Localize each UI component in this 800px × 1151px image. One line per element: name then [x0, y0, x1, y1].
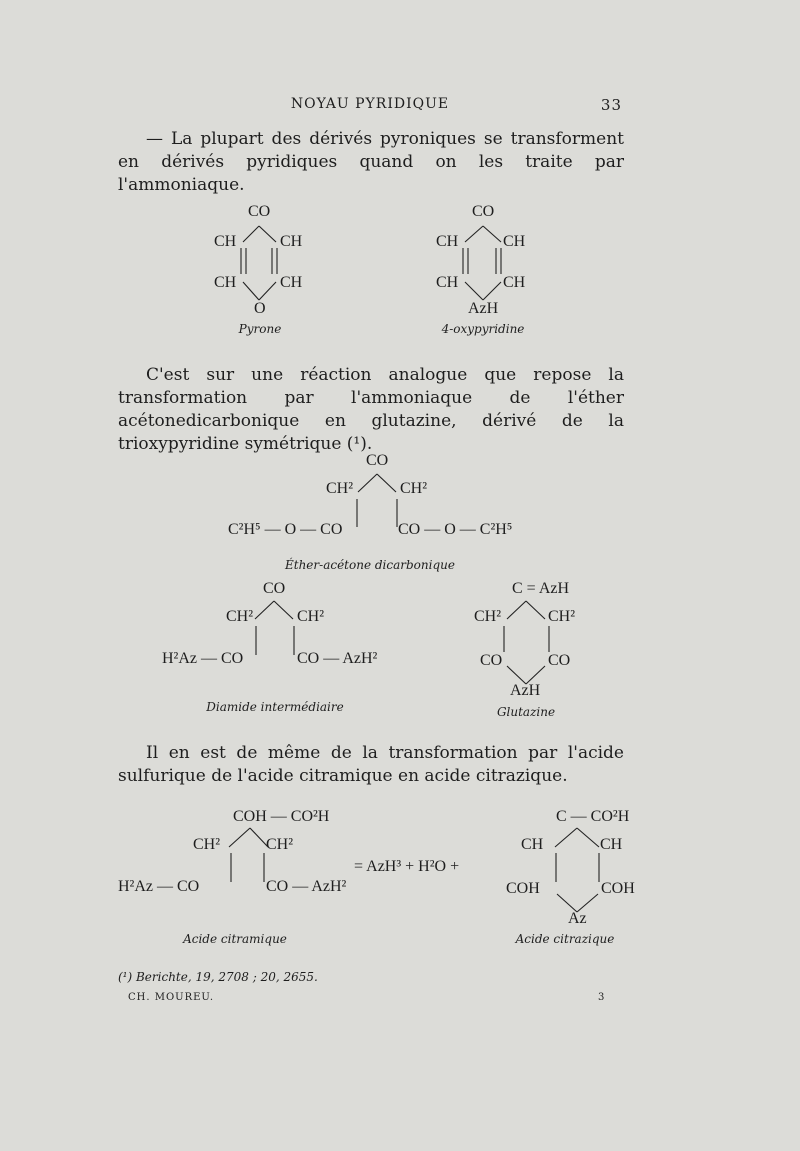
ether-left-chain: C²H⁵ — O — CO: [228, 521, 343, 538]
ether-l: CH²: [326, 480, 354, 497]
pyrone-lr: CH: [280, 274, 303, 291]
page-number: 33: [600, 96, 622, 114]
diamide-l: CH²: [226, 608, 254, 625]
glutazine-ur: CH²: [548, 608, 576, 625]
diamide-right-chain: CO — AzH²: [297, 650, 378, 667]
printer-signature: CH. MOUREU.: [128, 992, 215, 1003]
pyrone-caption: Pyrone: [238, 322, 282, 336]
ether-r: CH²: [400, 480, 428, 497]
citramic-r: CH²: [266, 836, 294, 853]
glutazine-bottom: AzH: [510, 682, 541, 699]
footnote: (¹) Berichte, 19, 2708 ; 20, 2655.: [118, 970, 318, 984]
paragraph-3: [118, 742, 624, 788]
paragraph-2-text: C'est sur une réaction analogue que repose la transformation par l'ammoniaque de l'éther acétonedicarbonique en glutazine, dérivé de la trioxypyridine symétrique (¹).: [118, 365, 624, 454]
oxypyridine-top: CO: [472, 203, 495, 220]
pyrone-bottom: O: [254, 300, 266, 317]
ether-caption: Éther-acétone dicarbonique: [285, 558, 455, 572]
citrazic-caption: Acide citrazique: [515, 932, 615, 946]
citrazic-ur: CH: [600, 836, 623, 853]
citramic-left-chain: H²Az — CO: [118, 878, 200, 895]
diamide-caption: Diamide intermédiaire: [206, 700, 344, 714]
paragraph-3-text: Il en est de même de la transformation par l'acide sulfurique de l'acide citramique en acide citrazique.: [118, 743, 624, 786]
glutazine-top: C = AzH: [512, 580, 570, 597]
glutazine-ul: CH²: [474, 608, 502, 625]
equation-middle: = AzH³ + H²O +: [354, 858, 460, 875]
oxypyridine-caption: 4-oxypyridine: [441, 322, 525, 336]
oxypyridine-ur: CH: [503, 233, 526, 250]
citrazic-lr: COH: [601, 880, 635, 897]
diamide-left-chain: H²Az — CO: [162, 650, 244, 667]
running-title: NOYAU PYRIDIQUE: [290, 96, 450, 112]
paragraph-1-text: — La plupart des dérivés pyroniques se transforment en dérivés pyridiques quand on les traite par l'ammoniaque.: [118, 129, 624, 195]
diamide-top: CO: [263, 580, 286, 597]
pyrone-top: CO: [248, 203, 271, 220]
glutazine-caption: Glutazine: [496, 705, 556, 719]
citramic-top: COH — CO²H: [233, 808, 330, 825]
pyrone-ll: CH: [214, 274, 237, 291]
diamide-r: CH²: [297, 608, 325, 625]
glutazine-lr: CO: [548, 652, 571, 669]
citramic-l: CH²: [193, 836, 221, 853]
oxypyridine-bottom: AzH: [468, 300, 499, 317]
signature-number: 3: [598, 992, 606, 1003]
pyrone-ur: CH: [280, 233, 303, 250]
paragraph-2: [118, 364, 624, 456]
oxypyridine-lr: CH: [503, 274, 526, 291]
oxypyridine-ul: CH: [436, 233, 459, 250]
citramic-caption: Acide citramique: [183, 932, 287, 946]
ether-top: CO: [366, 452, 389, 469]
citrazic-bottom: Az: [568, 910, 587, 927]
citramic-right-chain: CO — AzH²: [266, 878, 347, 895]
pyrone-ul: CH: [214, 233, 237, 250]
oxypyridine-ll: CH: [436, 274, 459, 291]
citrazic-ul: CH: [521, 836, 544, 853]
glutazine-ll: CO: [480, 652, 503, 669]
citrazic-ll: COH: [506, 880, 540, 897]
citrazic-top: C — CO²H: [556, 808, 630, 825]
ether-right-chain: CO — O — C²H⁵: [398, 521, 513, 538]
